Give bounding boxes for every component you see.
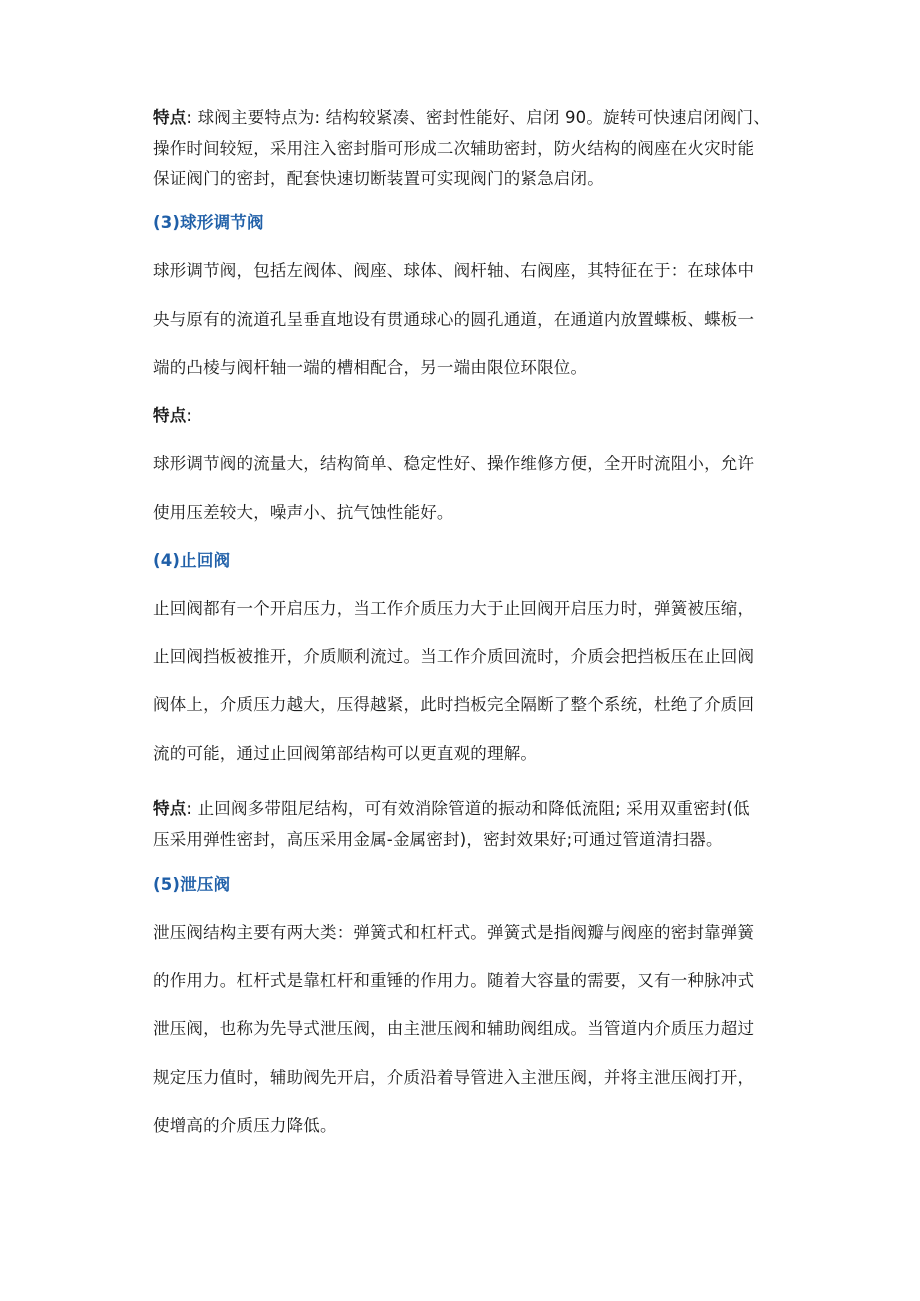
- paragraph-line: 止回阀挡板被推开，介质顺利流过。当工作介质回流时，介质会把挡板压在止回阀: [153, 647, 755, 666]
- paragraph-line: 使增高的介质压力降低。: [153, 1116, 337, 1135]
- features-paragraph-line: 压采用弹性密封，高压采用金属-金属密封)，密封效果好;可通过管道清扫器。: [153, 830, 723, 849]
- features-label: 特点: [153, 799, 187, 818]
- paragraph-line: 央与原有的流道孔呈垂直地设有贯通球心的圆孔通道，在通道内放置蝶板、蝶板一: [153, 310, 755, 329]
- section-heading-3: (3)球形调节阀: [153, 213, 264, 232]
- paragraph-line: 使用压差较大，噪声小、抗气蚀性能好。: [153, 503, 454, 522]
- features-text: : 止回阀多带阻尼结构，可有效消除管道的振动和降低流阻; 采用双重密封(低: [186, 799, 750, 818]
- paragraph-line: 规定压力值时，辅助阀先开启，介质沿着导管进入主泄压阀，并将主泄压阀打开，: [153, 1068, 755, 1087]
- paragraph-line: 流的可能，通过止回阀第部结构可以更直观的理解。: [153, 744, 538, 763]
- paragraph-line: 球形调节阀，包括左阀体、阀座、球体、阀杆轴、右阀座，其特征在于：在球体中: [153, 261, 755, 280]
- features-paragraph-line: [153, 106, 770, 130]
- features-paragraph-line: 保证阀门的密封，配套快速切断装置可实现阀门的紧急启闭。: [153, 169, 604, 188]
- features-paragraph-line: [153, 797, 750, 821]
- paragraph-line: 球形调节阀的流量大，结构简单、稳定性好、操作维修方便，全开时流阻小，允许: [153, 454, 755, 473]
- features-colon: :: [186, 406, 193, 425]
- features-label: 特点: [153, 406, 187, 425]
- section-heading-4: (4)止回阀: [153, 551, 231, 570]
- features-heading-line: [153, 404, 192, 428]
- paragraph-line: 端的凸棱与阀杆轴一端的槽相配合，另一端由限位环限位。: [153, 358, 588, 377]
- paragraph-line: 的作用力。杠杆式是靠杠杆和重锤的作用力。随着大容量的需要，又有一种脉冲式: [153, 971, 755, 990]
- features-paragraph-line: 操作时间较短，采用注入密封脂可形成二次辅助密封，防火结构的阀座在火灾时能: [153, 139, 755, 158]
- features-text: : 球阀主要特点为: 结构较紧凑、密封性能好、启闭 90。旋转可快速启闭阀门、: [186, 108, 771, 127]
- paragraph-line: 泄压阀，也称为先导式泄压阀，由主泄压阀和辅助阀组成。当管道内介质压力超过: [153, 1019, 755, 1038]
- paragraph-line: 阀体上，介质压力越大，压得越紧，此时挡板完全隔断了整个系统，杜绝了介质回: [153, 695, 755, 714]
- paragraph-line: 泄压阀结构主要有两大类：弹簧式和杠杆式。弹簧式是指阀瓣与阀座的密封靠弹簧: [153, 923, 755, 942]
- section-heading-5: (5)泄压阀: [153, 875, 231, 894]
- features-label: 特点: [153, 108, 187, 127]
- paragraph-line: 止回阀都有一个开启压力，当工作介质压力大于止回阀开启压力时，弹簧被压缩，: [153, 599, 755, 618]
